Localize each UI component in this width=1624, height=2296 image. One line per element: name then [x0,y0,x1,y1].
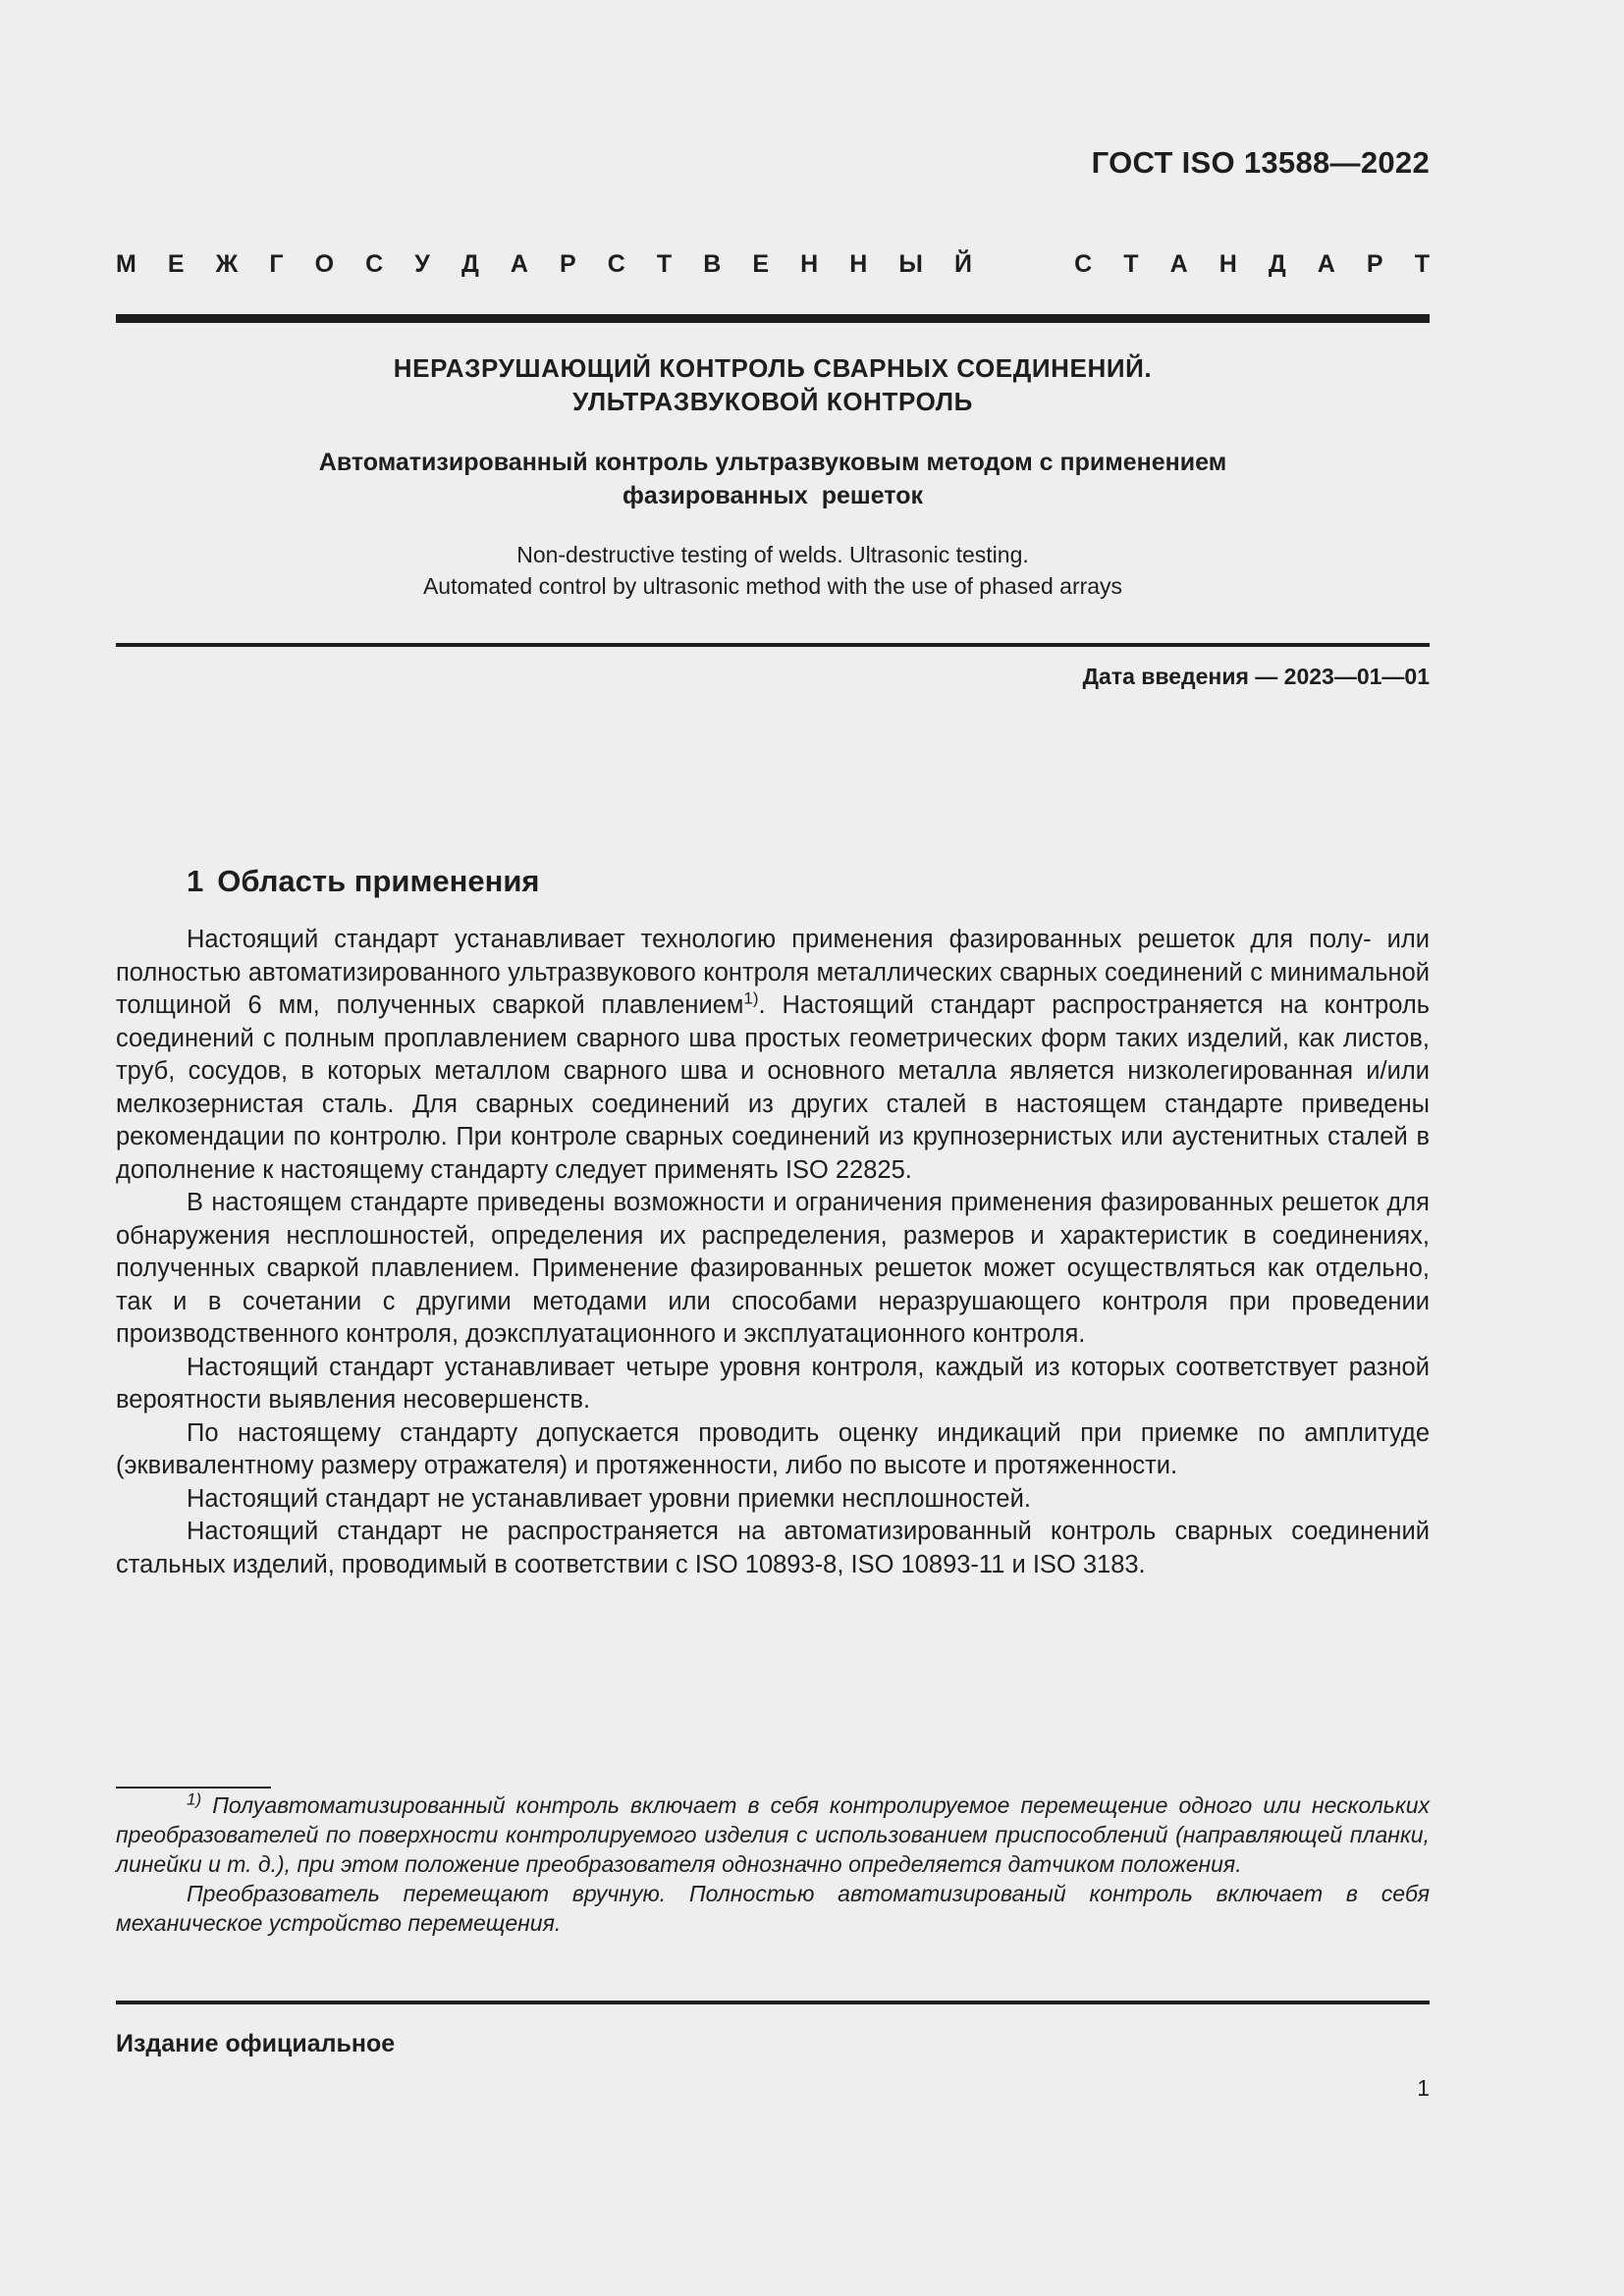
banner-letter: Г [269,250,284,278]
section-heading [187,864,540,899]
banner-letter: С [1074,250,1093,278]
banner-word-gap [1003,250,1043,279]
document-subtitle [116,446,1430,512]
banner-letter: Д [1268,250,1286,278]
introduction-date: Дата введения — 2023—01—01 [1082,664,1430,689]
banner-letter: Й [953,250,972,278]
section-title: Область применения [217,864,540,898]
section-body [116,924,1430,1581]
document-title [116,351,1430,418]
header-rule [116,314,1430,323]
footnote-1-text: Полуавтоматизированный контроль включает в себя контролируемое перемещение одного или нескольких преобразователей по поверхности контролируемого изделия с использованием приспособлений (направляющей планки, линейки и т. д.), при этом положение преобразователя однозначно определяется датчиком положения. [116,1792,1431,1877]
banner-letter: В [703,250,722,278]
footnote-2: Преобразователь перемещают вручную. Полностью автоматизированый контроль включает в себя механическое устройство перемещения. [116,1881,1430,1936]
paragraph-6: Настоящий стандарт не распространяется на автоматизированный контроль сварных соединений стальных изделий, проводимый в соответствии с ISO 10893-8, ISO 10893-11 и ISO 3183. [116,1518,1430,1578]
banner-letter: Н [800,250,819,278]
banner-letter: М [116,250,136,278]
banner-letter: Ж [215,250,239,278]
standard-code: ГОСТ ISO 13588—2022 [1091,145,1430,180]
english-title [116,539,1430,602]
interstate-standard-banner [116,250,1430,279]
banner-letter: О [314,250,335,278]
paragraph-1-continuation: . Настоящий стандарт распространяется на контроль соединений с полным проплавлением сварного шва простых геометрических форм таких изделий, как листов, труб, сосудов, в которых металлом сварного шва и основного металла является низколегированная и/или мелкозернистая сталь. Для сварных соединений из других сталей в настоящем стандарте приведены рекомендации по контролю. При контроле сварных соединений из крупнозернистых или аустенитных сталей в дополнение к настоящему стандарту следует применять ISO 22825. [116,991,1430,1184]
footnote-marker: 1) [187,1789,202,1809]
footnote-reference[interactable]: 1) [743,988,759,1008]
banner-letter: Е [167,250,185,278]
page-number: 1 [1417,2075,1430,2101]
subtitle-line-2: фазированных решеток [623,482,923,509]
english-title-line-2: Automated control by ultrasonic method with the use of phased arrays [422,573,1123,599]
banner-letter: Ы [898,250,923,278]
english-title-line-1: Non-destructive testing of welds. Ultrasonic testing. [516,542,1029,567]
title-line-2: УЛЬТРАЗВУКОВОЙ КОНТРОЛЬ [572,387,973,416]
banner-letter: Р [1366,250,1383,278]
paragraph-1 [116,924,1430,1187]
banner-letter: С [607,250,625,278]
section-number: 1 [187,864,204,898]
banner-letter: У [414,250,430,278]
banner-letter: А [1317,250,1335,278]
paragraph-3: Настоящий стандарт устанавливает четыре уровня контроля, каждый из которых соответствует разной вероятности выявления несовершенств. [116,1353,1430,1414]
banner-letter: С [365,250,384,278]
title-line-1: НЕРАЗРУШАЮЩИЙ КОНТРОЛЬ СВАРНЫХ СОЕДИНЕНИЙ. [393,353,1153,383]
edition-label: Издание официальное [116,2030,396,2057]
banner-letter: Т [1123,250,1139,278]
footnotes [116,1790,1430,1938]
subtitle-line-1: Автоматизированный контроль ультразвуковым методом с применением [318,449,1227,476]
title-block [116,351,1430,602]
banner-letter: Р [559,250,576,278]
banner-letter: Д [460,250,479,278]
banner-letter: А [510,250,528,278]
footnote-1 [116,1790,1430,1879]
banner-letter: Е [752,250,770,278]
paragraph-4: По настоящему стандарту допускается проводить оценку индикаций при приемке по амплитуде (эквивалентному размеру отражателя) и протяженности, либо по высоте и протяженности. [116,1418,1430,1479]
banner-letter: А [1169,250,1188,278]
footer-rule [116,2001,1430,2004]
banner-letter: Т [1414,250,1430,278]
banner-letter: Н [1218,250,1237,278]
footnote-separator [116,1787,271,1789]
title-rule [116,643,1430,647]
paragraph-1-text: Настоящий стандарт устанавливает технологию применения фазированных решеток для полу- или полностью автоматизированного ультразвукового контроля металлических сварных соединений с минимальной толщиной 6 мм, полученных сваркой плавлением [116,926,1430,1019]
banner-letter: Т [656,250,673,278]
banner-letter: Н [849,250,868,278]
document-page [116,0,1430,2296]
paragraph-5: Настоящий стандарт не устанавливает уровни приемки несплошностей. [187,1484,1031,1513]
paragraph-2: В настоящем стандарте приведены возможности и ограничения применения фазированных решеток для обнаружения несплошностей, определения их распределения, размеров и характеристик в соединениях, полученных сваркой плавлением. Применение фазированных решеток может осуществляться как отдельно, так и в сочетании с другими методами или способами неразрушающего контроля при проведении производственного контроля, доэксплуатационного и эксплуатационного контроля. [116,1189,1430,1348]
